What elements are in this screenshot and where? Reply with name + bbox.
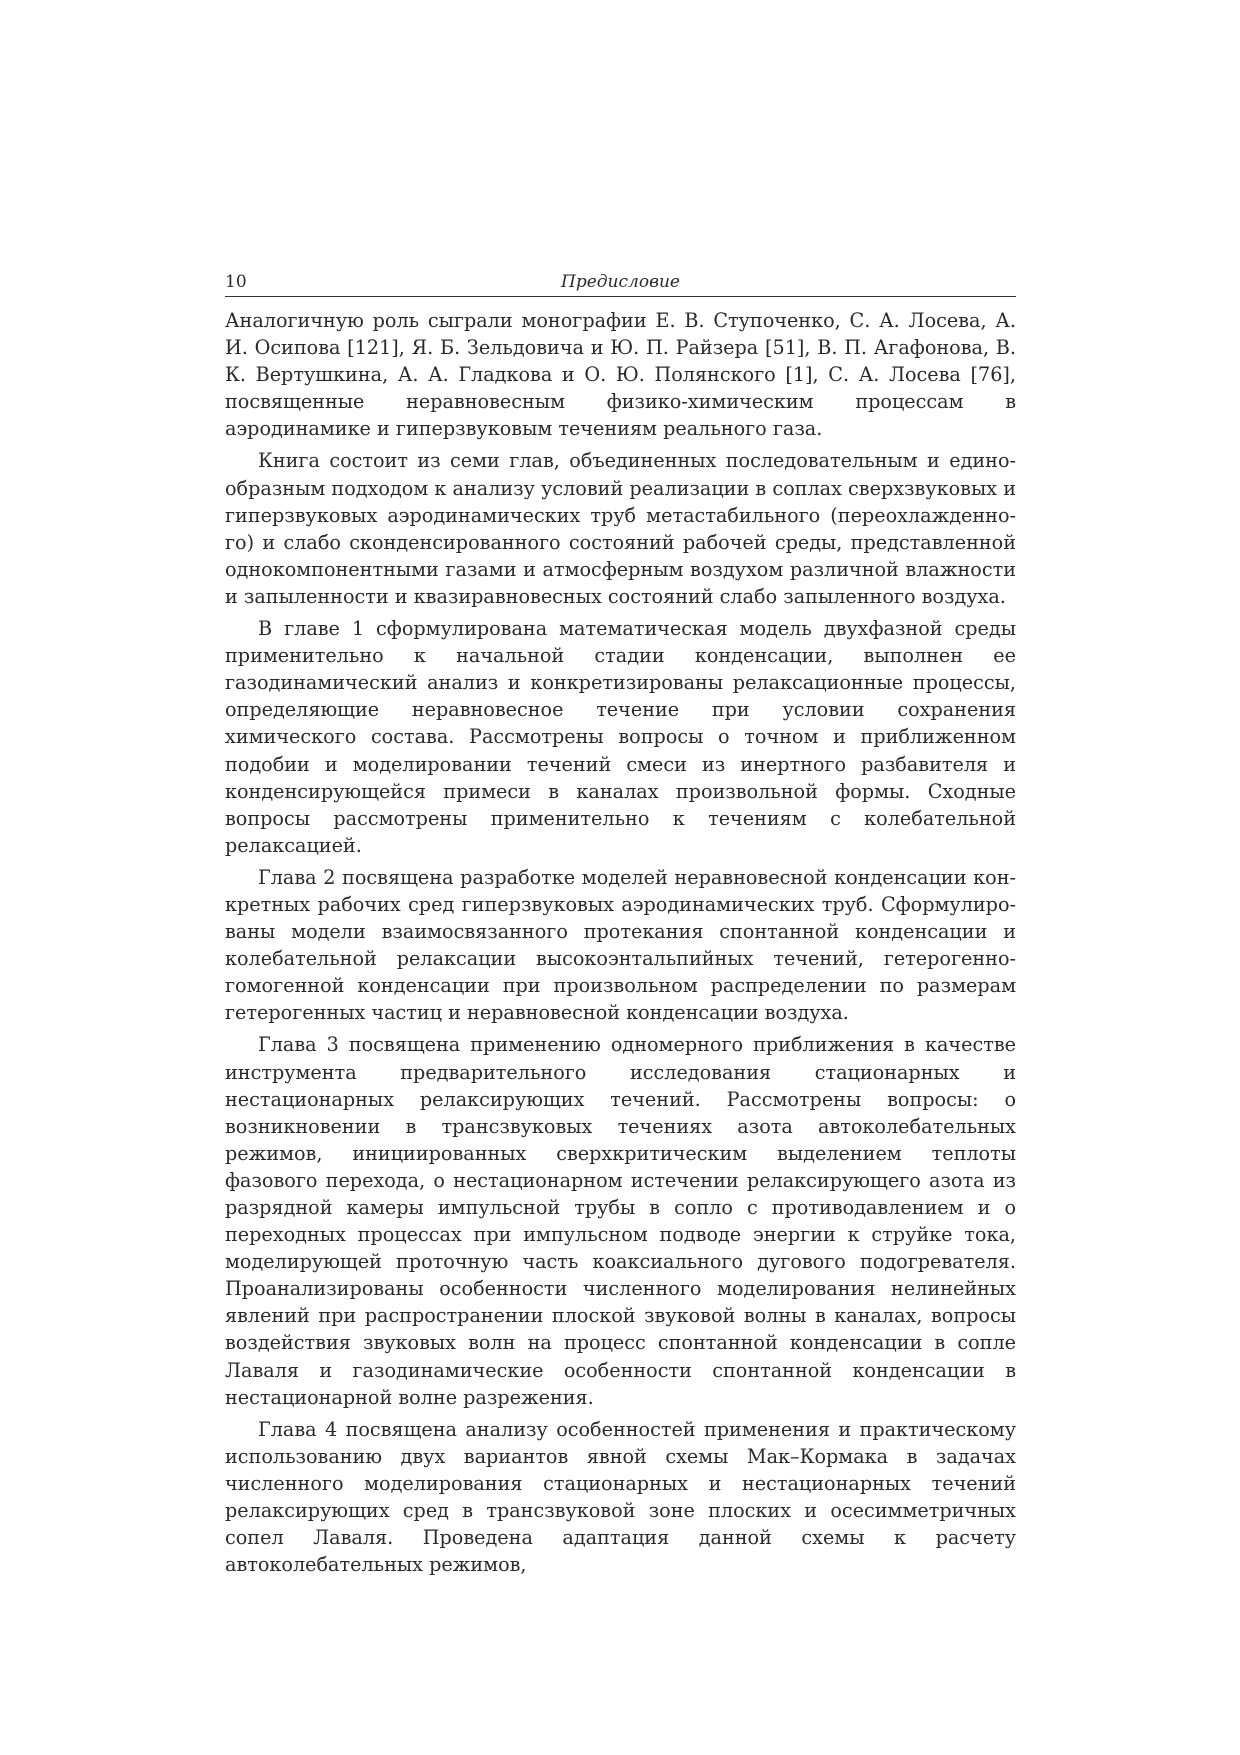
page-number: 10 bbox=[225, 272, 247, 292]
running-head-title: Предисловие bbox=[561, 272, 680, 292]
paragraph-5: Глава 3 посвящена применению одномерного приближения в качестве инструмента предварительного исследования стационарных и нестационарных релаксирующих течений. Рассмотрены вопросы: о возникновении в трансзвуковых течениях азота автоколебательных режимов, инициированных сверхкритическим выделением теплоты фазового перехода, о нестационарном истечении релаксирующего азота из разрядной камеры импульсной трубы в сопло с противодавлением и о переходных процессах при импульсном подводе энергии к струйке тока, моделирующей проточную часть коаксиального дугового подогревателя. Проанализированы особенности численного моделирования нелинейных явлений при распространении плоской звуковой волны в каналах, вопросы воздействия звуковых волн на процесс спонтанной конденсации в сопле Лаваля и газодинамические особенности спонтанной конденсации в нестационарной волне разрежения. bbox=[225, 1033, 1016, 1409]
book-page bbox=[225, 268, 1016, 1583]
body-text bbox=[225, 307, 1016, 1578]
paragraph-4: Глава 2 посвящена разработке моделей неравновесной конденсации конкретных рабочих сред гиперзвуковых аэродинамических труб. Сформулированы модели взаимосвязанного протекания спонтанной конденсации и колебательной релаксации высокоэнтальпийных течений, гетерогенно-гомогенной конденсации при произвольном распределении по размерам гетерогенных частиц и неравновесной конденсации воздуха. bbox=[225, 865, 1016, 1025]
paragraph-6: Глава 4 посвящена анализу особенностей применения и практическому использованию двух вариантов явной схемы Мак–Кормака в задачах численного моделирования стационарных и нестационарных течений релаксирующих сред в трансзвуковой зоне плоских и осесимметричных сопел Лаваля. Проведена адаптация данной схемы к расчету автоколебательных режимов, bbox=[225, 1417, 1016, 1577]
running-head bbox=[225, 268, 1016, 297]
paragraph-1: Аналогичную роль сыграли монографии Е. В. Ступоченко, С. А. Лосева, А. И. Осипова [121], Я. Б. Зельдовича и Ю. П. Райзера [51], В. П. Агафонова, В. К. Вертушкина, А. А. Гладкова и О. Ю. Полянского [1], С. А. Лосева [76], посвященные неравновесным физико-химическим процессам в аэродинамике и гиперзвуковым течениям реального газа. bbox=[225, 309, 1016, 441]
paragraph-2: Книга состоит из семи глав, объединенных последовательным и единообразным подходом к анализу условий реализации в соплах сверхзвуковых и гиперзвуковых аэродинамических труб метастабильного (переохлажденного) и слабо сконденсированного состояний рабочей среды, представленной однокомпонентными газами и атмосферным воздухом различной влажности и запыленности и квазиравновесных состояний слабо запыленного воздуха. bbox=[225, 449, 1016, 608]
paragraph-3: В главе 1 сформулирована математическая модель двухфазной среды применительно к начальной стадии конденсации, выполнен ее газодинамический анализ и конкретизированы релаксационные процессы, определяющие неравновесное течение при условии сохранения химического состава. Рассмотрены вопросы о точном и приближенном подобии и моделировании течений смеси из инертного разбавителя и конденсирующейся примеси в каналах произвольной формы. Сходные вопросы рассмотрены применительно к течениям с колебательной релаксацией. bbox=[225, 617, 1016, 857]
